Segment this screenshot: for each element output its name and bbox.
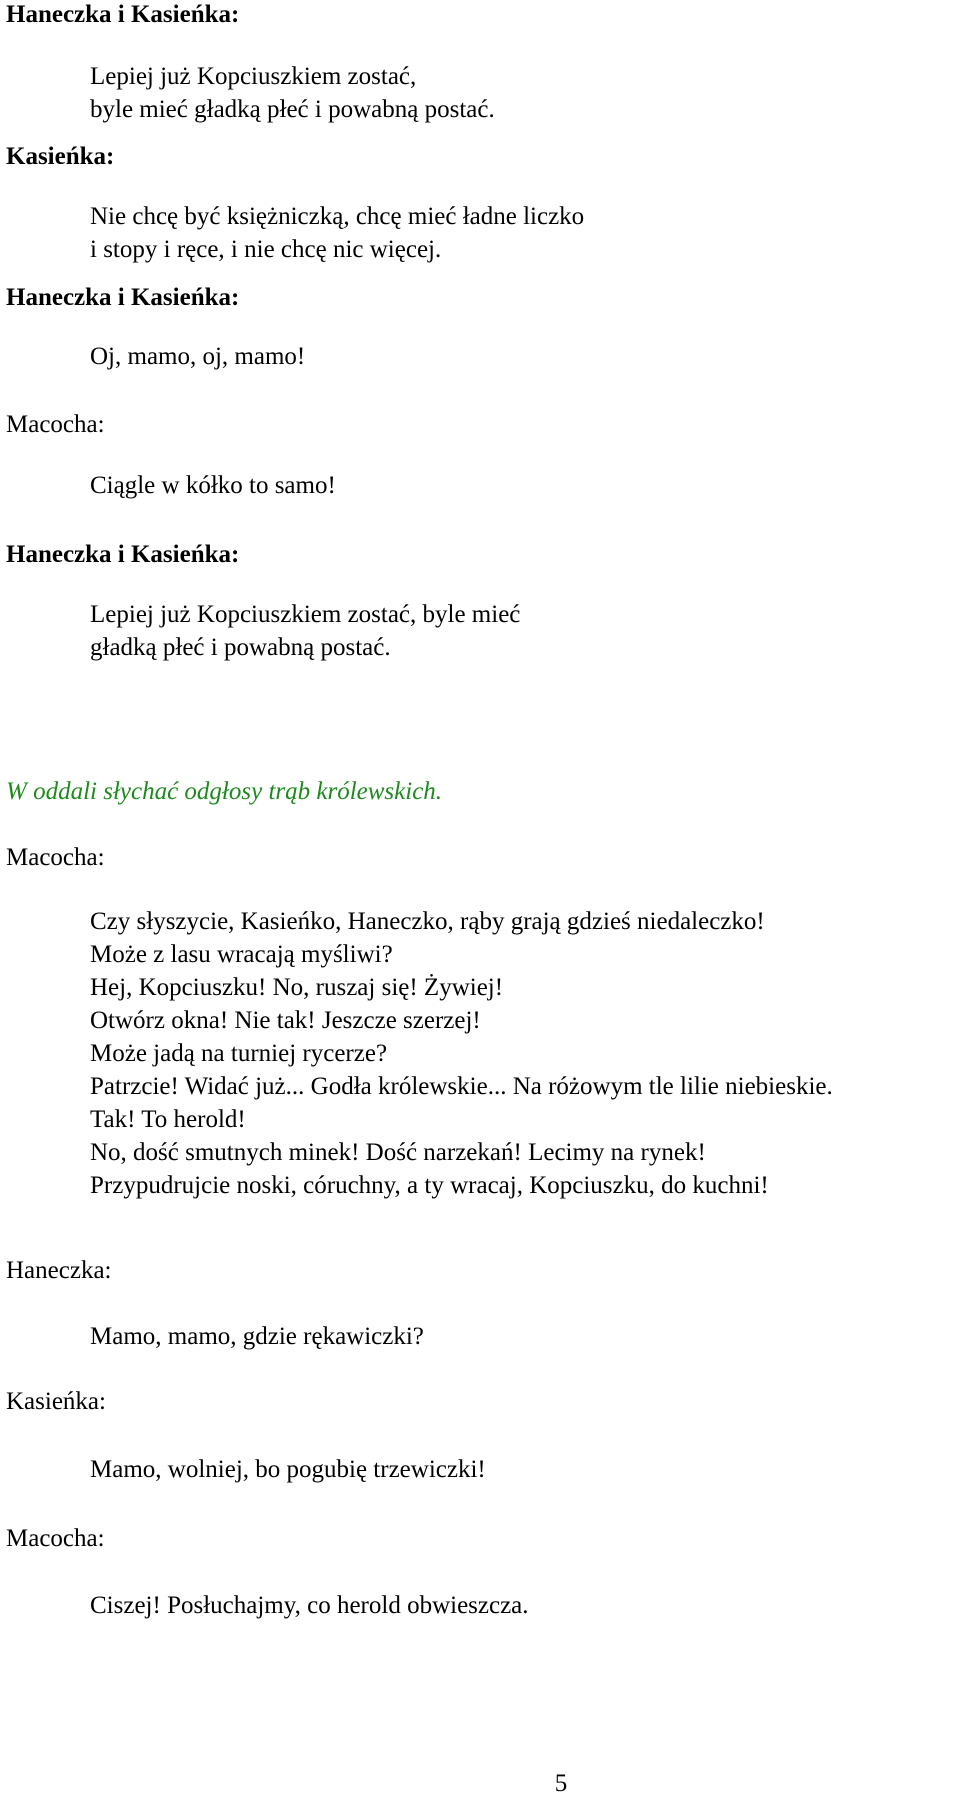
- speaker-label: Haneczka i Kasieńka:: [6, 284, 240, 311]
- verse-block: [90, 1589, 529, 1622]
- verse-line: Nie chcę być księżniczką, chcę mieć ładne liczko: [90, 203, 585, 230]
- stage-direction: W oddali słychać odgłosy trąb królewskich.: [6, 778, 443, 805]
- verse-line: Oj, mamo, oj, mamo!: [90, 343, 306, 370]
- page-number: 5: [554, 1770, 568, 1797]
- verse-block: [90, 340, 305, 373]
- verse-line: byle mieć gładką płeć i powabną postać.: [90, 96, 495, 123]
- verse-line: Mamo, wolniej, bo pogubię trzewiczki!: [90, 1456, 486, 1483]
- verse-line: gładką płeć i powabną postać.: [90, 634, 391, 661]
- verse-line: Przypudrujcie noski, córuchny, a ty wracaj, Kopciuszku, do kuchni!: [90, 1172, 769, 1199]
- verse-line: Patrzcie! Widać już... Godła królewskie... Na różowym tle lilie niebieskie.: [90, 1073, 833, 1100]
- verse-line: Ciągle w kółko to samo!: [90, 472, 336, 499]
- verse-line: Lepiej już Kopciuszkiem zostać, byle mieć: [90, 601, 521, 628]
- verse-block: [90, 905, 833, 1202]
- verse-line: Otwórz okna! Nie tak! Jeszcze szerzej!: [90, 1007, 481, 1034]
- speaker-label: Kasieńka:: [6, 1388, 106, 1415]
- verse-line: Może z lasu wracają myśliwi?: [90, 941, 393, 968]
- verse-line: Czy słyszycie, Kasieńko, Haneczko, rąby grają gdzieś niedaleczko!: [90, 908, 765, 935]
- speaker-label: Haneczka:: [6, 1257, 112, 1284]
- verse-block: [90, 1320, 424, 1353]
- verse-line: i stopy i ręce, i nie chcę nic więcej.: [90, 236, 442, 263]
- verse-block: [90, 60, 495, 126]
- verse-line: Lepiej już Kopciuszkiem zostać,: [90, 63, 417, 90]
- verse-line: Ciszej! Posłuchajmy, co herold obwieszcza.: [90, 1592, 529, 1619]
- verse-line: Tak! To herold!: [90, 1106, 246, 1133]
- verse-block: [90, 469, 336, 502]
- verse-block: [90, 1453, 486, 1486]
- verse-block: [90, 598, 520, 664]
- speaker-label: Haneczka i Kasieńka:: [6, 1, 240, 28]
- speaker-label: Haneczka i Kasieńka:: [6, 541, 240, 568]
- verse-block: [90, 200, 584, 266]
- verse-line: No, dość smutnych minek! Dość narzekań! Lecimy na rynek!: [90, 1139, 706, 1166]
- speaker-label: Kasieńka:: [6, 143, 115, 170]
- verse-line: Może jadą na turniej rycerze?: [90, 1040, 388, 1067]
- verse-line: Hej, Kopciuszku! No, ruszaj się! Żywiej!: [90, 974, 504, 1001]
- verse-line: Mamo, mamo, gdzie rękawiczki?: [90, 1323, 424, 1350]
- speaker-label: Macocha:: [6, 1525, 105, 1552]
- speaker-label: Macocha:: [6, 844, 105, 871]
- speaker-label: Macocha:: [6, 411, 105, 438]
